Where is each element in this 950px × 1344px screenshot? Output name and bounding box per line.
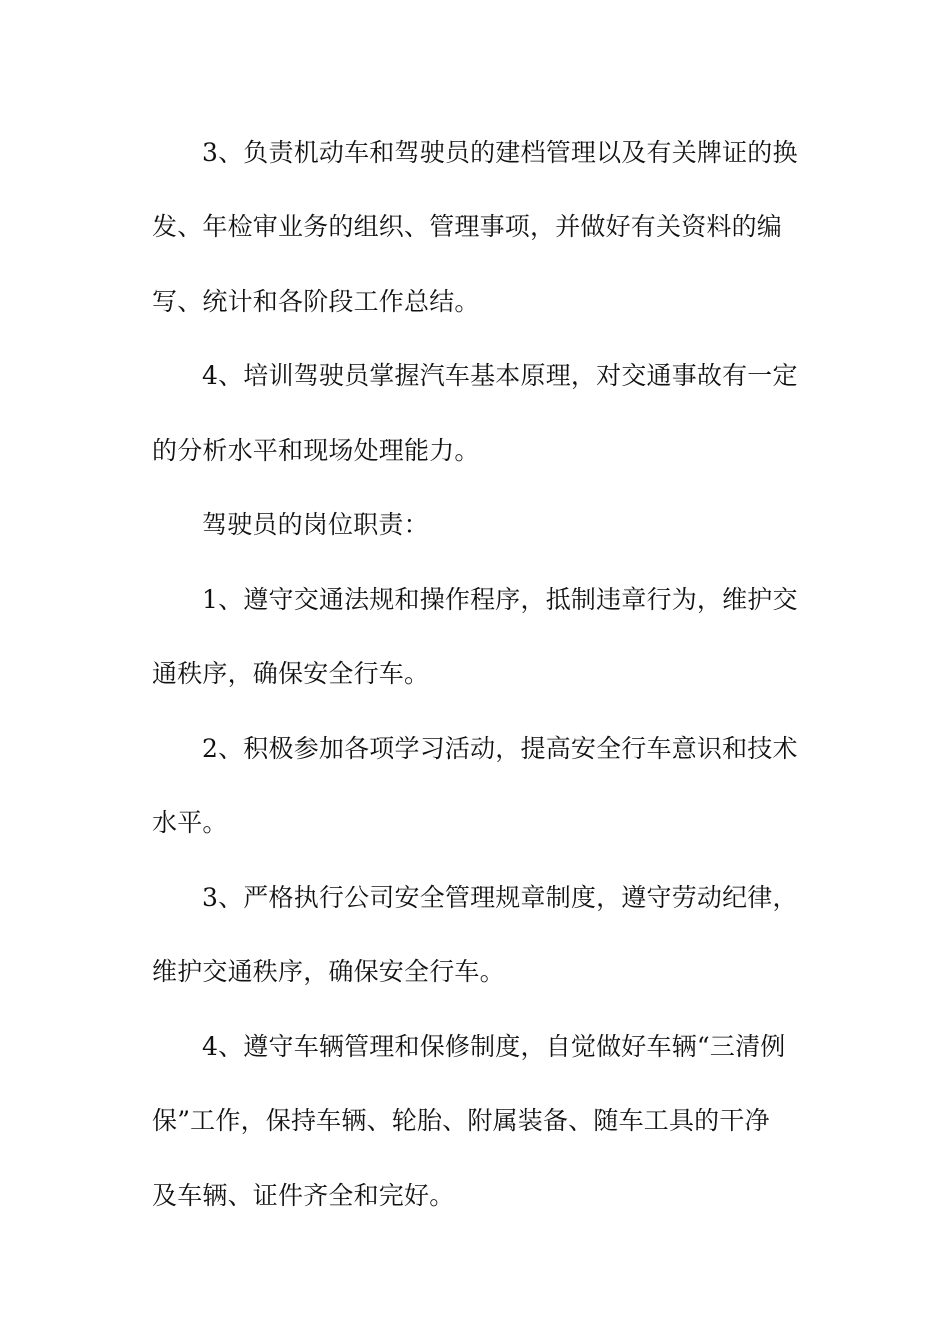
text-line-15: 及车辆、证件齐全和完好。: [152, 1181, 455, 1210]
section-heading: 驾驶员的岗位职责：: [202, 510, 429, 539]
text-line-4: 4、培训驾驶员掌握汽车基本原理，对交通事故有一定: [202, 361, 798, 390]
text-line-2: 发、年检审业务的组织、管理事项，并做好有关资料的编: [152, 212, 783, 241]
text-line-13: 4、遵守车辆管理和保修制度，自觉做好车辆“三清例: [202, 1032, 786, 1061]
text-line-1: 3、负责机动车和驾驶员的建档管理以及有关牌证的换: [202, 138, 798, 167]
text-line-5: 的分析水平和现场处理能力。: [152, 436, 480, 465]
text-line-9: 2、积极参加各项学习活动，提高安全行车意识和技术: [202, 734, 798, 763]
text-line-12: 维护交通秩序，确保安全行车。: [152, 957, 505, 986]
text-line-8: 通秩序，确保安全行车。: [152, 659, 430, 688]
text-line-3: 写、统计和各阶段工作总结。: [152, 287, 480, 316]
text-line-7: 1、遵守交通法规和操作程序，抵制违章行为，维护交: [202, 585, 798, 614]
text-line-14: 保”工作，保持车辆、轮胎、附属装备、随车工具的干净: [152, 1106, 770, 1135]
text-line-10: 水平。: [152, 808, 228, 837]
text-line-11: 3、严格执行公司安全管理规章制度，遵守劳动纪律，: [202, 883, 798, 912]
